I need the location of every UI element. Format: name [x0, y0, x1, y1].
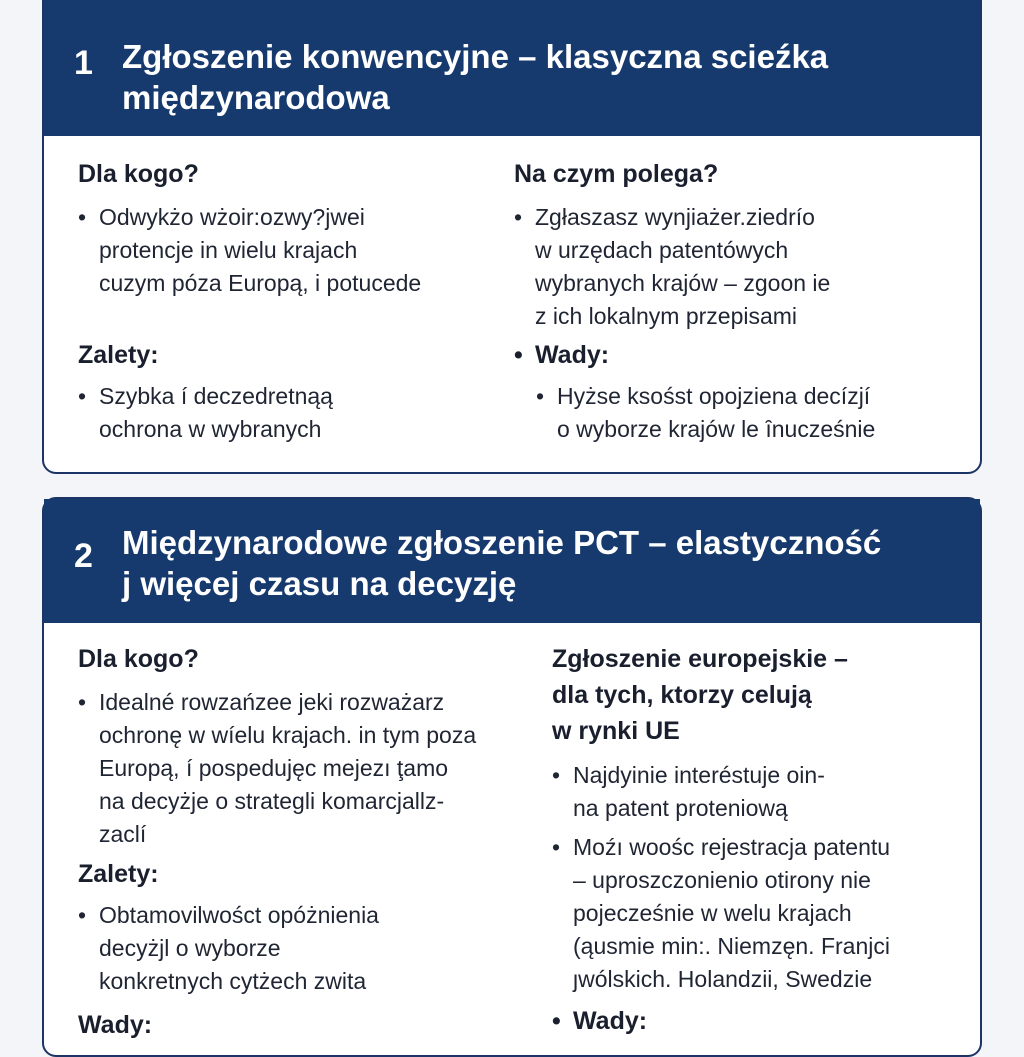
european-cons-label: Wady: [573, 1007, 648, 1035]
section-title-2-line1: Międzynarodowe zgłoszenie PCT – elastyczność [122, 524, 882, 561]
pros-heading-2: Zalety: [78, 860, 159, 888]
bullet-line: • Szybka í deczedretnąą [99, 383, 333, 409]
section-title-1-line2: międzynarodowa [122, 79, 390, 116]
for-whom-heading-2: Dla kogo? [78, 645, 199, 673]
list-item [78, 899, 538, 998]
bullet-line: zaclí [99, 821, 147, 847]
section-title-1 [122, 36, 950, 118]
how-block-1 [514, 159, 964, 333]
bullet-line: – uproszczonienio otirony nie [573, 867, 871, 893]
section-header-1 [44, 0, 980, 136]
section-card-2 [42, 497, 982, 1057]
section-header-2 [44, 499, 980, 623]
bullet-line: • Moźı woośc rejestracja patentu [573, 834, 891, 860]
bullet-line: pojecześnie w welu krajach [573, 900, 852, 926]
bullet-line: • Najdyinie interéstuje oin- [573, 762, 825, 788]
bullet-line: konkretnych cytżech zwita [99, 968, 367, 994]
section-title-2 [122, 522, 950, 604]
bullet-line: ȷwólskich. Holandzii, Swedzie [573, 966, 873, 992]
cons-list-1 [536, 380, 964, 446]
bullet-line: o wyborze krajów le ȋnucześnie [557, 416, 876, 442]
section-title-2-line2: j więcej czasu na decyzję [122, 565, 517, 602]
bullet-line: • Obtamovilwośct opóżnienia [99, 902, 379, 928]
section-number-1: 1 [74, 44, 93, 82]
section-card-1 [42, 0, 982, 474]
european-heading [552, 641, 972, 749]
bullet-dot: • [514, 341, 523, 369]
how-list-1 [514, 201, 964, 333]
pros-block-2 [78, 859, 538, 1040]
for-whom-block-2 [78, 644, 538, 851]
european-cons-heading [552, 1006, 972, 1036]
european-list [552, 759, 972, 996]
list-item [78, 380, 508, 446]
bullet-line: w urzędach patentówych [535, 237, 789, 263]
bullet-line: Europą, í pospedujęc mejezı ţamo [99, 755, 449, 781]
bullet-line: ochronę w wíelu krajach. in tym poza [99, 722, 477, 748]
list-item [536, 380, 964, 446]
list-item [552, 831, 972, 996]
how-heading-1: Na czym polega? [514, 160, 719, 188]
list-item [514, 201, 964, 333]
section-number-2: 2 [74, 537, 93, 575]
bullet-line: ochrona w wybranych [99, 416, 322, 442]
list-item [78, 686, 538, 851]
bullet-line: wybranych krajów – zgoon ie [535, 270, 831, 296]
heading-line: w rynki UE [552, 717, 680, 745]
for-whom-heading-1: Dla kogo? [78, 160, 199, 188]
heading-line: dla tych, ktorzy celują [552, 681, 812, 709]
cons-heading-label-1: Wady: [535, 341, 610, 369]
bullet-line: decyżjl o wyborze [99, 935, 281, 961]
for-whom-list-2 [78, 686, 538, 851]
bullet-line: • Odwykżo wżoir:ozwy?jwei [99, 204, 365, 230]
pros-list-2 [78, 899, 538, 998]
cons-heading-2: Wady: [78, 1011, 153, 1039]
bullet-line: • Idealné rowzańzee jeki rozważarz [99, 689, 445, 715]
pros-heading-1: Zalety: [78, 341, 159, 369]
bullet-dot: • [552, 1007, 561, 1035]
for-whom-block-1 [78, 159, 508, 300]
cons-block-1 [514, 340, 964, 446]
bullet-line: (ąusmie min:. Niemzęn. Franjci [573, 933, 890, 959]
bullet-line: z ich lokalnym przepisami [535, 303, 798, 329]
cons-heading-1 [514, 340, 964, 370]
bullet-line: cuzym póza Europą, i potucede [99, 270, 422, 296]
pros-list-1 [78, 380, 508, 446]
bullet-line: na decyżje o strategli komarcjallz- [99, 788, 445, 814]
heading-line: Zgłoszenie europejskie – [552, 645, 848, 673]
list-item [552, 759, 972, 825]
bullet-line: na patent proteniową [573, 795, 788, 821]
european-block [552, 641, 972, 1036]
pros-block-1 [78, 340, 508, 446]
bullet-line: • Hyżse ksośst opojziena decízjí [557, 383, 871, 409]
bullet-line: protencje in wielu krajach [99, 237, 358, 263]
section-title-1-line1: Zgłoszenie konwencyjne – klasyczna scieźka [122, 38, 829, 75]
bullet-line: • Zgłaszasz wynjiażer.ziedrío [535, 204, 815, 230]
for-whom-list-1 [78, 201, 508, 300]
list-item [78, 201, 508, 300]
